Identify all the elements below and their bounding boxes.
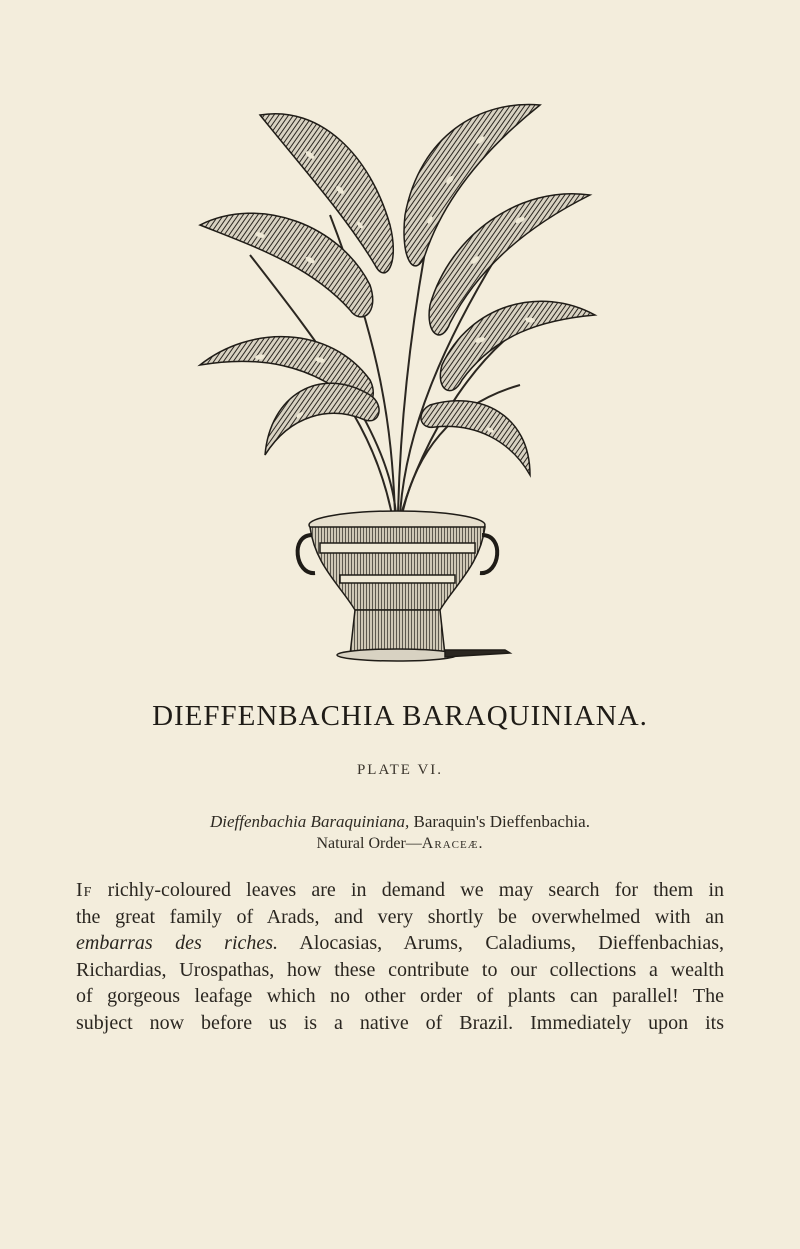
italic-phrase: embarras des riches. [76, 932, 279, 954]
common-name: Baraquin's Dieffenbachia. [409, 812, 590, 831]
text-line: If richly-coloured leaves are in demand we may search for them in [76, 879, 724, 901]
species-line [0, 812, 800, 832]
plant-illustration [180, 95, 620, 670]
leaf-spots [254, 135, 535, 434]
latin-name: Dieffenbachia Baraquiniana, [210, 812, 410, 831]
text-line: of gorgeous leafage which no other order of plants can parallel! The [76, 985, 724, 1007]
natural-order-line [0, 835, 800, 853]
order-prefix: Natural Order— [316, 835, 422, 852]
order-name: Araceæ. [421, 835, 484, 852]
text-line: subject now before us is a native of Brazil. Immediately upon its [76, 1011, 724, 1034]
text-line: embarras des riches. Alocasias, Arums, Caladiums, Dieffenbachias, [76, 932, 724, 954]
body-paragraph [76, 877, 724, 1036]
leaf [265, 383, 379, 455]
ornamental-pot [298, 511, 510, 661]
leaves [200, 105, 595, 475]
plate-title: DIEFFENBACHIA BARAQUINIANA. [152, 700, 648, 732]
text-line: Richardias, Urospathas, how these contribute to our collections a wealth [76, 958, 724, 981]
drop-cap-word: If [76, 879, 93, 901]
text-line: the great family of Arads, and very shortly be overwhelmed with an [76, 905, 724, 928]
plate-number: PLATE VI. [356, 762, 444, 778]
